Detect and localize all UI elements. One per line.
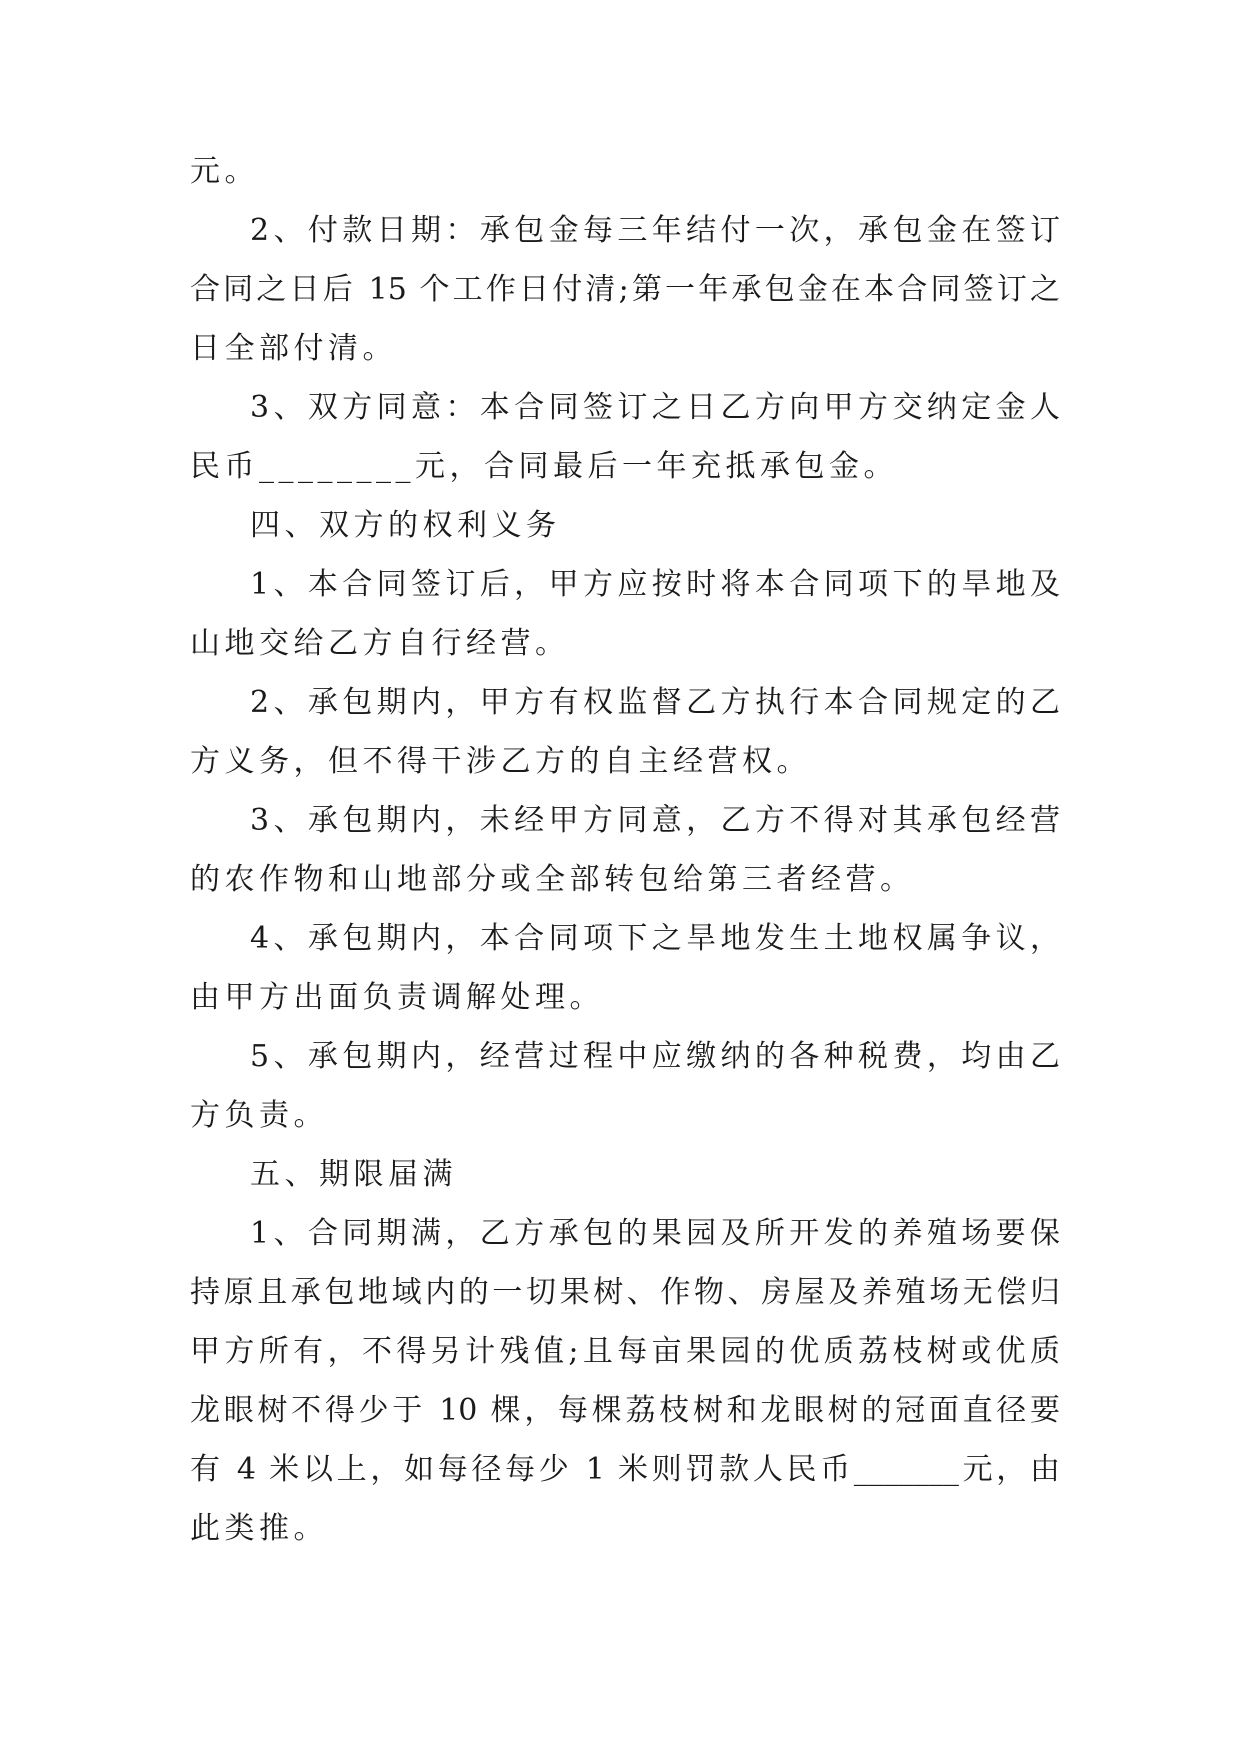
text-line: 方义务，但不得干涉乙方的自主经营权。 (190, 744, 811, 779)
text-line: 山地交给乙方自行经营。 (190, 626, 570, 661)
text-line: 2、付款日期：承包金每三年结付一次，承包金在签订 (250, 213, 1060, 248)
text-line: 1、合同期满，乙方承包的果园及所开发的养殖场要保 (250, 1216, 1060, 1251)
text-line: 1、本合同签订后，甲方应按时将本合同项下的旱地及 (250, 567, 1060, 602)
text-line: 此类推。 (190, 1511, 328, 1546)
text-line: 龙眼树不得少于 10 棵，每棵荔枝树和龙眼树的冠面直径要 (190, 1393, 1060, 1428)
text-line: 3、双方同意：本合同签订之日乙方向甲方交纳定金人 (250, 390, 1060, 425)
text-line: 的农作物和山地部分或全部转包给第三者经营。 (190, 862, 915, 897)
text-line: 合同之日后 15 个工作日付清;第一年承包金在本合同签订之 (190, 272, 1060, 307)
text-line: 元。 (190, 154, 259, 189)
text-line: 由甲方出面负责调解处理。 (190, 980, 604, 1015)
text-line: 方负责。 (190, 1098, 328, 1133)
text-line: 持原且承包地域内的一切果树、作物、房屋及养殖场无偿归 (190, 1275, 1060, 1310)
text-line: 3、承包期内，未经甲方同意，乙方不得对其承包经营 (250, 803, 1060, 838)
text-line: 日全部付清。 (190, 331, 397, 366)
text-line: 甲方所有，不得另计残值;且每亩果园的优质荔枝树或优质 (190, 1334, 1060, 1369)
section-heading: 四、双方的权利义务 (250, 508, 561, 543)
text-line: 4、承包期内，本合同项下之旱地发生土地权属争议， (250, 921, 1060, 956)
text-line: 有 4 米以上，如每径每少 1 米则罚款人民币_______元，由 (190, 1452, 1060, 1487)
text-line: 5、承包期内，经营过程中应缴纳的各种税费，均由乙 (250, 1039, 1060, 1074)
text-line: 民币________元，合同最后一年充抵承包金。 (190, 449, 898, 484)
section-heading: 五、期限届满 (250, 1157, 457, 1192)
text-line: 2、承包期内，甲方有权监督乙方执行本合同规定的乙 (250, 685, 1060, 720)
